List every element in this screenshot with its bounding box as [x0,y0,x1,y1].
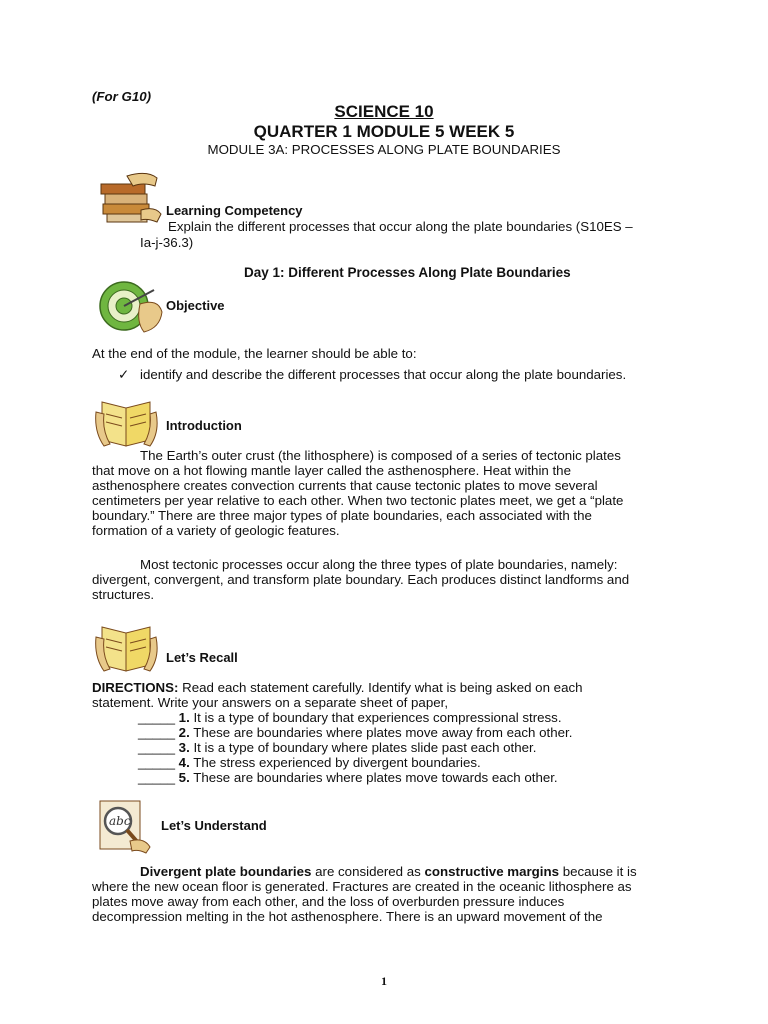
introduction-paragraph-2: Most tectonic processes occur along the three types of plate boundaries, namely: divergent, convergent, and transform plate boundary. Each produces distinct landforms and structures. [92,557,630,602]
directions-line2: statement. Write your answers on a separate sheet of paper, [92,695,449,710]
recall-item: _____ 3. It is a type of boundary where plates slide past each other. [138,740,537,755]
learning-competency-heading: Learning Competency [166,203,303,218]
open-book-icon [94,617,160,675]
target-icon [96,278,164,336]
objective-item: identify and describe the different processes that occur along the plate boundaries. [140,367,627,382]
magnifier-icon [96,797,152,855]
objective-heading: Objective [166,298,225,313]
learning-competency-text-line1: Explain the different processes that occur along the plate boundaries (S10ES – [168,219,633,234]
recall-list [138,710,572,785]
directions-line1: DIRECTIONS: Read each statement carefully. Identify what is being asked on each [92,680,583,695]
recall-item: _____ 1. It is a type of boundary that experiences compressional stress. [138,710,562,725]
document-subtitle: QUARTER 1 MODULE 5 WEEK 5 [253,122,515,141]
books-icon [97,170,163,226]
recall-item: _____ 5. These are boundaries where plates move towards each other. [138,770,558,785]
open-book-icon [94,392,160,450]
objective-intro: At the end of the module, the learner should be able to: [92,346,417,361]
day1-title: Day 1: Different Processes Along Plate Boundaries [244,265,571,280]
document-title: SCIENCE 10 [334,102,434,121]
lets-understand-heading: Let’s Understand [161,818,267,833]
grade-label: (For G10) [92,89,152,104]
understand-paragraph: Divergent plate boundaries are considered as constructive margins because it is where the new ocean floor is generated. Fractures are created in the oceanic lithosphere as plates move away from each other, and the loss of overburden pressure induces decompression melting in the hot asthenosphere. There is an upward movement of the [92,864,637,924]
recall-item: _____ 2. These are boundaries where plates move away from each other. [138,725,573,740]
recall-item: _____ 4. The stress experienced by divergent boundaries. [138,755,481,770]
module-title: MODULE 3A: PROCESSES ALONG PLATE BOUNDARIES [207,142,561,157]
check-icon: ✓ [118,367,130,382]
lets-recall-heading: Let’s Recall [166,650,238,665]
introduction-heading: Introduction [166,418,242,433]
introduction-paragraph-1: The Earth’s outer crust (the lithosphere) is composed of a series of tectonic plates that move on a hot flowing mantle layer called the asthenosphere. Heat within the asthenosphere creates convection currents that cause tectonic plates to move several centimeters per year relative to each other. When two tectonic plates meet, we get a “plate boundary.” There are three major types of plate boundaries, each associated with the formation of a variety of geologic features. [92,448,624,538]
page-number: 1 [381,974,387,988]
learning-competency-text-line2: Ia-j-36.3) [140,235,194,250]
svg-text:abc: abc [109,814,131,828]
